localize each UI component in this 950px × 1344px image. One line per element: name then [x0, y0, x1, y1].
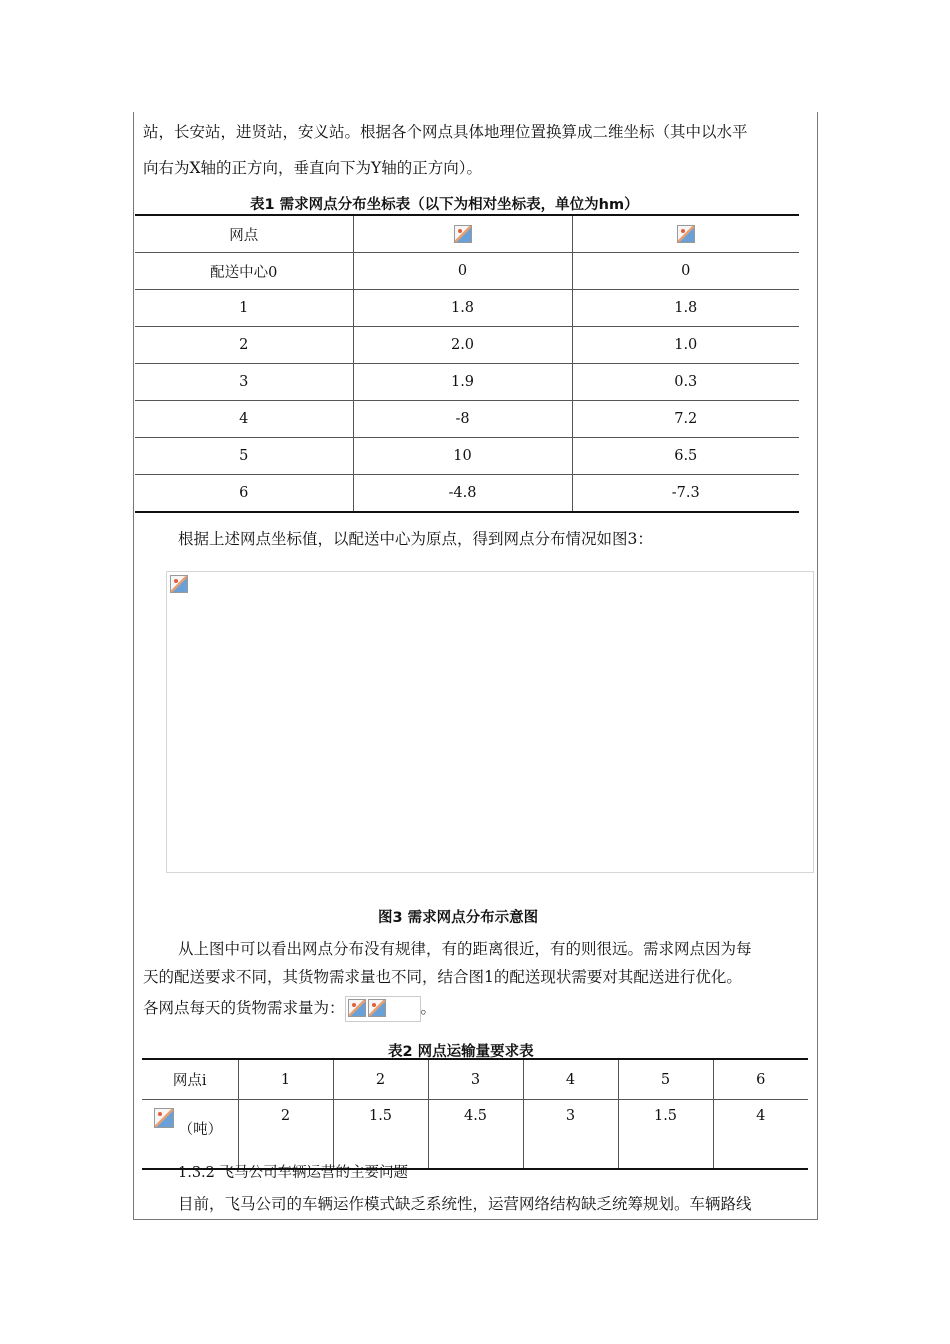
- table-header-cell: 2: [333, 1059, 428, 1100]
- table-cell: 配送中心0: [135, 253, 353, 290]
- table-cell: 2.0: [353, 327, 572, 364]
- paragraph-line: 天的配送要求不同，其货物需求量也不同，结合图1的配送现状需要对其配送进行优化。: [143, 968, 742, 986]
- paragraph-line: [143, 996, 436, 1022]
- broken-image-icon: [677, 225, 695, 243]
- broken-image-icon: [454, 225, 472, 243]
- table-header-cell: [353, 215, 572, 253]
- table-header-cell: 网点: [135, 215, 353, 253]
- broken-image-icon: [368, 999, 386, 1017]
- table2-caption: 表2 网点运输量要求表: [388, 1044, 534, 1060]
- table-cell: -4.8: [353, 475, 572, 513]
- table-header-cell: 4: [523, 1059, 618, 1100]
- table-row: [135, 364, 799, 401]
- table-cell: 6: [135, 475, 353, 513]
- table1-caption: 表1 需求网点分布坐标表（以下为相对坐标表，单位为hm）: [250, 197, 639, 213]
- paragraph-line: 站，长安站，进贤站，安义站。根据各个网点具体地理位置换算成二维坐标（其中以水平: [143, 123, 748, 141]
- table-cell: 2: [135, 327, 353, 364]
- table-row: [135, 438, 799, 475]
- table-cell: 1.5: [618, 1100, 713, 1170]
- transport-demand-table: [142, 1058, 808, 1170]
- row-label: （吨）: [178, 1122, 223, 1138]
- broken-image-icon: [170, 575, 188, 593]
- paragraph-line: 向右为X轴的正方向，垂直向下为Y轴的正方向）。: [143, 159, 483, 177]
- table-cell: 1: [135, 290, 353, 327]
- table-cell: 4.5: [428, 1100, 523, 1170]
- table-cell: -8: [353, 401, 572, 438]
- paragraph-text: 各网点每天的货物需求量为：: [143, 999, 345, 1017]
- figure3-caption: 图3 需求网点分布示意图: [378, 910, 539, 926]
- paragraph-text: 。: [420, 999, 437, 1017]
- table-cell: 6.5: [572, 438, 799, 475]
- table-cell: 1.8: [353, 290, 572, 327]
- table-header-cell: 5: [618, 1059, 713, 1100]
- table-cell: 1.8: [572, 290, 799, 327]
- broken-image-icon: [154, 1108, 174, 1128]
- section-heading: 1.3.2 飞马公司车辆运营的主要问题: [178, 1165, 409, 1181]
- paragraph-line: 根据上述网点坐标值，以配送中心为原点，得到网点分布情况如图3：: [178, 530, 653, 548]
- table-cell: 4: [135, 401, 353, 438]
- table-cell: [142, 1100, 238, 1170]
- table-cell: 0: [353, 253, 572, 290]
- table-header-cell: 3: [428, 1059, 523, 1100]
- table-header-cell: 1: [238, 1059, 333, 1100]
- table-cell: 7.2: [572, 401, 799, 438]
- table-cell: 3: [135, 364, 353, 401]
- table-row: [135, 401, 799, 438]
- broken-image-icon: [348, 999, 366, 1017]
- paragraph-line: 目前，飞马公司的车辆运作模式缺乏系统性，运营网络结构缺乏统筹规划。车辆路线: [178, 1195, 752, 1213]
- table-row: [142, 1059, 808, 1100]
- table-row: [142, 1100, 808, 1170]
- coordinate-table: [135, 214, 799, 513]
- table-row: [135, 253, 799, 290]
- table-header-cell: 6: [713, 1059, 808, 1100]
- paragraph-line: 从上图中可以看出网点分布没有规律，有的距离很近，有的则很远。需求网点因为每: [178, 940, 752, 958]
- table-row: [135, 327, 799, 364]
- table-cell: -7.3: [572, 475, 799, 513]
- table-cell: 1.5: [333, 1100, 428, 1170]
- table-row: [135, 290, 799, 327]
- table-cell: 0: [572, 253, 799, 290]
- table-cell: 4: [713, 1100, 808, 1170]
- table-header-cell: [572, 215, 799, 253]
- table-cell: 3: [523, 1100, 618, 1170]
- table-header-cell: 网点i: [142, 1059, 238, 1100]
- table-cell: 5: [135, 438, 353, 475]
- table-cell: 10: [353, 438, 572, 475]
- inline-formula-image: [345, 996, 421, 1022]
- table-row: [135, 215, 799, 253]
- table-cell: 1.0: [572, 327, 799, 364]
- table-cell: 2: [238, 1100, 333, 1170]
- table-cell: 1.9: [353, 364, 572, 401]
- table-cell: 0.3: [572, 364, 799, 401]
- table-row: [135, 475, 799, 513]
- figure3-placeholder: [166, 571, 814, 873]
